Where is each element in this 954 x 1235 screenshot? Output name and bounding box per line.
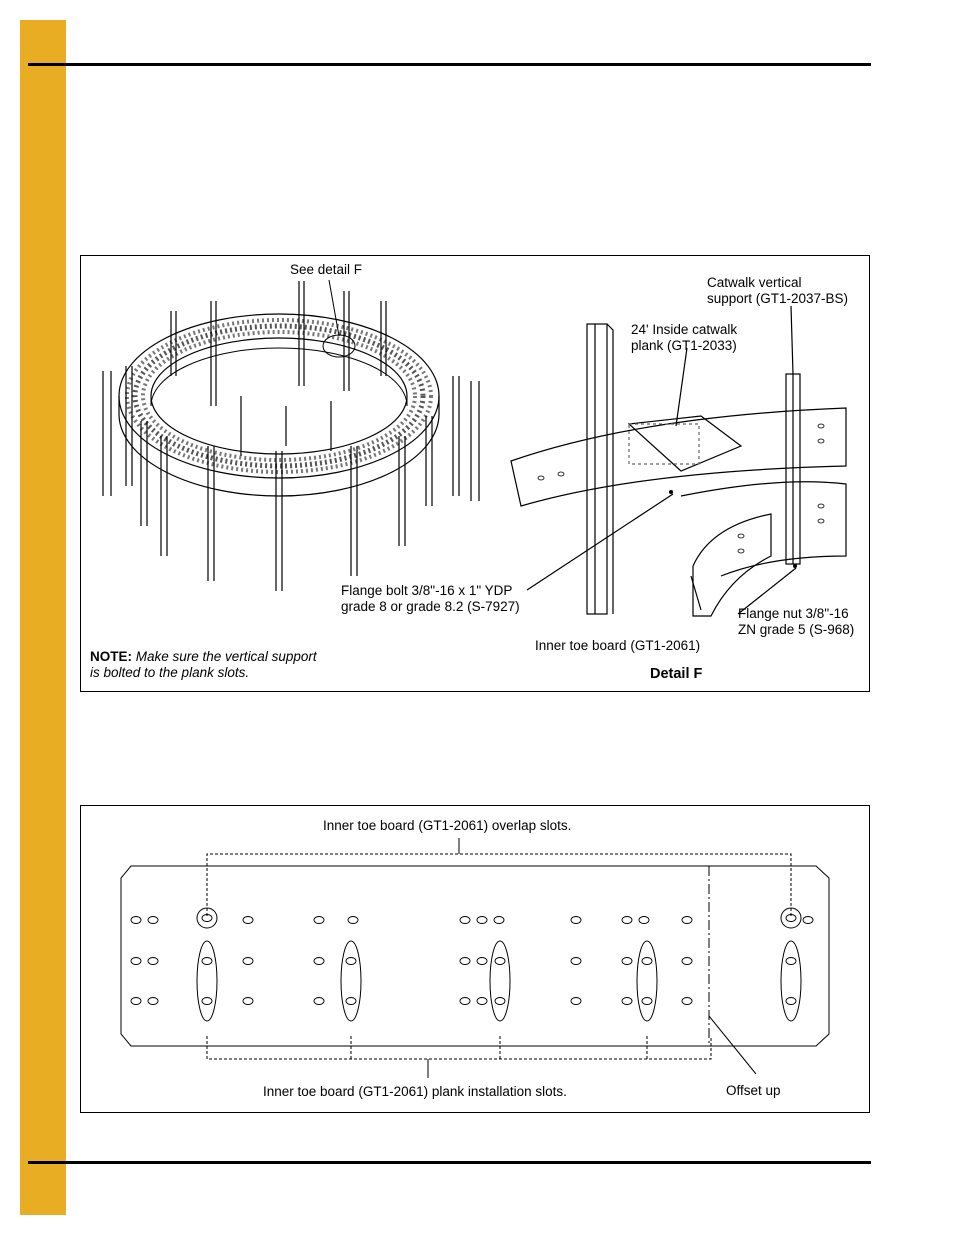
callout-nut-line2: ZN grade 5 (S-968) (738, 622, 855, 637)
figure-toe-board-slots (80, 805, 870, 1113)
note-line1: Make sure the vertical support (135, 649, 317, 664)
callout-overlap-slots: Inner toe board (GT1-2061) overlap slots. (323, 818, 572, 833)
note-label: NOTE: (90, 649, 132, 664)
callout-offset-up: Offset up (726, 1083, 781, 1098)
callout-nut-line1: Flange nut 3/8"-16 (738, 606, 849, 621)
figure-note (90, 649, 390, 681)
footer-rule (28, 1161, 871, 1164)
callout-installation-slots: Inner toe board (GT1-2061) plank installation slots. (263, 1084, 567, 1099)
callout-vertical-support-line1: Catwalk vertical (707, 275, 802, 290)
callout-vertical-support-line2: support (GT1-2037-BS) (707, 291, 849, 306)
callout-plank-line1: 24' Inside catwalk (631, 322, 738, 337)
callout-plank-line2: plank (GT1-2033) (631, 338, 737, 353)
callout-see-detail: See detail F (290, 262, 363, 277)
header-rule (28, 63, 871, 66)
callout-toe-board: Inner toe board (GT1-2061) (535, 638, 701, 653)
callout-bolt-line1: Flange bolt 3/8"-16 x 1" YDP (341, 583, 513, 598)
detail-title: Detail F (650, 666, 703, 682)
toe-board-slot-diagram (81, 806, 869, 1112)
note-line2: is bolted to the plank slots. (90, 665, 250, 680)
chapter-side-tab (20, 20, 66, 1215)
figure-catwalk-assembly (80, 255, 870, 692)
callout-bolt-line2: grade 8 or grade 8.2 (S-7927) (341, 599, 520, 614)
